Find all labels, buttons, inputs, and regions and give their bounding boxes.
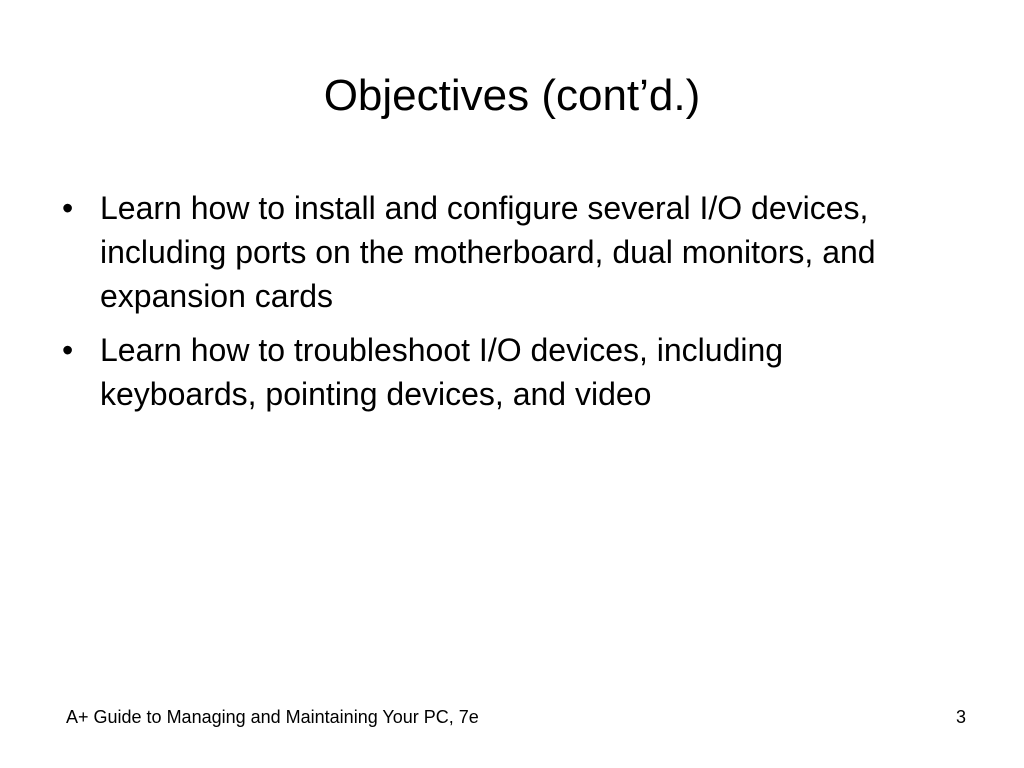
bullet-marker: •	[62, 190, 74, 226]
footer-book-title: A+ Guide to Managing and Maintaining Your PC, 7e	[66, 707, 479, 727]
bullet-text: Learn how to install and configure several I/O devices, including ports on the motherboard, dual monitors, and expansion cards	[100, 190, 876, 314]
bullet-text: Learn how to troubleshoot I/O devices, including keyboards, pointing devices, and video	[100, 332, 784, 412]
bullet-item	[62, 328, 942, 416]
bullet-list	[62, 186, 942, 426]
slide-title: Objectives (cont’d.)	[323, 71, 701, 120]
bullet-item	[62, 186, 942, 318]
bullet-marker: •	[62, 332, 74, 368]
page-number: 3	[955, 707, 966, 727]
